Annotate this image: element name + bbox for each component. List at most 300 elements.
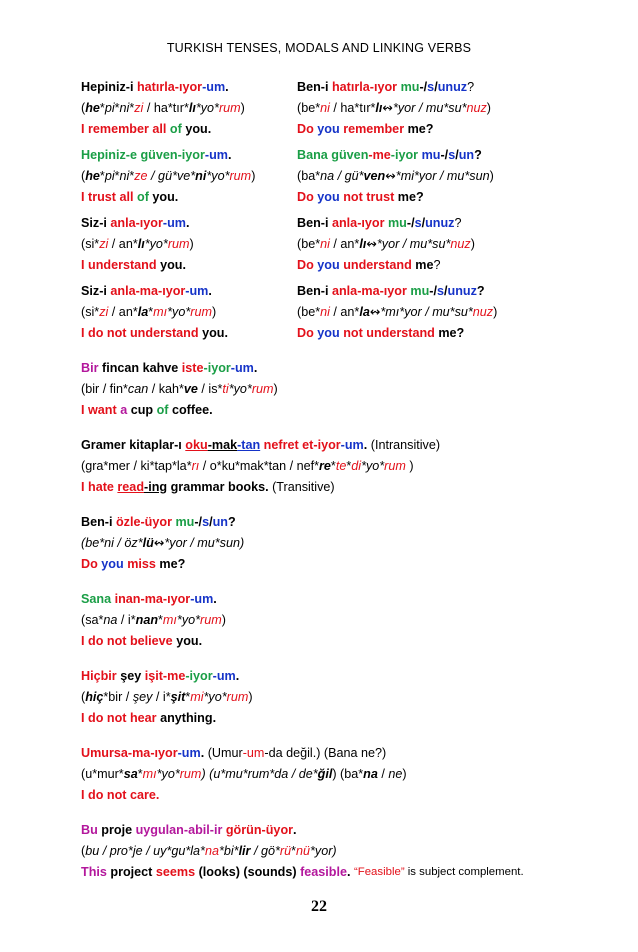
text-segment: (be* <box>297 237 321 251</box>
text-segment: *yo* <box>156 766 180 781</box>
pronunciation-line <box>81 455 601 476</box>
text-segment: ti <box>222 381 229 396</box>
text-segment: -ma <box>127 745 151 760</box>
text-segment: -ma <box>135 283 158 298</box>
text-segment: he <box>85 100 100 115</box>
text-segment: (be* <box>297 101 321 115</box>
statement-column <box>81 101 297 115</box>
text-segment: . <box>200 745 208 760</box>
text-segment: ) <box>251 168 256 183</box>
text-segment: rum <box>226 689 249 704</box>
text-segment: / gö* <box>250 843 280 858</box>
text-segment: -ıyor <box>174 79 203 94</box>
text-segment: un <box>212 514 228 529</box>
text-segment: not <box>343 325 367 340</box>
text-segment: -um <box>230 360 254 375</box>
text-segment: / <box>444 283 448 298</box>
text-segment: -iyor <box>177 147 205 162</box>
example-block <box>81 819 601 882</box>
english-translation <box>81 630 601 651</box>
text-segment: . <box>293 822 297 837</box>
english-translation <box>81 861 601 882</box>
text-segment: -um <box>204 147 228 162</box>
text-segment: rum <box>167 236 190 251</box>
question-column <box>297 122 434 136</box>
text-segment: This <box>81 864 111 879</box>
text-segment: Bu <box>81 822 102 837</box>
text-segment: -/ <box>429 283 437 298</box>
text-segment: anla <box>110 283 136 298</box>
turkish-sentence-pair <box>81 76 601 97</box>
text-segment: ) <box>240 100 245 115</box>
question-column <box>297 326 464 340</box>
text-segment: *bi* <box>218 843 239 858</box>
text-segment: -ıyor <box>150 745 178 760</box>
text-segment: I <box>81 189 88 204</box>
statement-column <box>81 305 297 319</box>
text-segment: you <box>317 257 344 272</box>
text-segment: * <box>114 168 120 183</box>
text-segment: I <box>81 402 88 417</box>
text-segment: * <box>99 168 105 183</box>
pronunciation-pair <box>81 233 601 254</box>
text-segment: understand <box>366 325 439 340</box>
text-segment: -um <box>242 745 265 760</box>
text-segment: Umursa <box>81 745 128 760</box>
text-segment: I <box>81 325 88 340</box>
text-segment: ? <box>474 147 482 162</box>
text-segment: ( <box>81 843 86 858</box>
turkish-sentence <box>81 511 601 532</box>
text-segment: -um <box>190 591 214 606</box>
turkish-sentence-pair <box>81 144 601 165</box>
text-segment: lı <box>375 101 383 115</box>
text-segment: la <box>137 304 149 319</box>
question-column <box>297 100 491 115</box>
text-segment: / i* <box>117 612 136 627</box>
text-segment: / pro*je / uy*gu*la* <box>99 843 205 858</box>
text-segment: ) (ba* <box>332 766 364 781</box>
text-segment: ( <box>81 100 86 115</box>
text-segment: ) <box>493 305 498 319</box>
text-segment: / o*ku*mak*tan / nef* <box>199 458 320 473</box>
text-segment: ) <box>405 458 414 473</box>
text-segment: *yo* <box>361 458 385 473</box>
turkish-sentence-pair <box>81 212 601 233</box>
text-segment: / i* <box>152 689 171 704</box>
text-segment: -/ <box>406 215 415 230</box>
text-segment: / ha*tır* <box>143 100 189 115</box>
turkish-sentence <box>81 588 601 609</box>
question-column <box>297 168 494 183</box>
text-segment: Ben-i <box>81 514 116 529</box>
text-segment: do <box>88 325 107 340</box>
text-segment: -ıyor <box>369 79 401 94</box>
example-block <box>81 280 601 343</box>
text-segment: pi <box>104 168 115 183</box>
question-column <box>297 304 497 319</box>
text-segment: ( <box>81 168 86 183</box>
text-segment: -/ <box>419 79 428 94</box>
text-segment: *bir / <box>103 689 133 704</box>
text-segment: re <box>319 458 331 473</box>
english-translation-pair <box>81 118 601 139</box>
text-segment: -um <box>202 79 226 94</box>
text-segment: do <box>88 710 107 725</box>
text-segment: . <box>235 668 240 683</box>
text-segment: mı <box>153 304 168 319</box>
text-segment: pi <box>104 100 115 115</box>
text-segment: mu <box>410 283 430 298</box>
english-translation <box>81 476 601 497</box>
text-segment: you. <box>176 633 203 648</box>
text-segment: -um <box>340 437 364 452</box>
text-segment: *yo* <box>195 100 219 115</box>
text-segment: s <box>427 79 435 94</box>
block-spacer <box>81 805 601 819</box>
text-segment: uygulan <box>135 822 184 837</box>
text-segment: s <box>448 147 456 162</box>
text-segment: Sana <box>81 591 115 606</box>
text-segment: / an* <box>108 304 138 319</box>
text-segment: * <box>158 612 163 627</box>
turkish-sentence <box>81 819 601 840</box>
text-segment: rum <box>229 168 252 183</box>
example-block <box>81 144 601 207</box>
text-segment: -um <box>162 215 186 230</box>
text-segment: (Transitive) <box>272 479 335 494</box>
text-segment: rü <box>279 843 292 858</box>
text-segment: (ba* <box>297 169 321 183</box>
text-segment: -ıyor <box>135 215 163 230</box>
turkish-sentence <box>81 665 601 686</box>
text-segment: zi <box>99 236 109 251</box>
text-segment: unuz <box>447 283 477 298</box>
text-segment: (u*mur* <box>81 766 124 781</box>
example-block <box>81 742 601 805</box>
text-segment: / gü* <box>334 169 364 183</box>
text-segment: te <box>335 458 347 473</box>
text-segment: lü <box>142 535 154 550</box>
text-segment: *yo* <box>167 304 191 319</box>
text-segment: ğil <box>317 766 333 781</box>
text-segment: not <box>106 325 130 340</box>
text-segment: * <box>137 766 143 781</box>
text-segment: -tan <box>237 437 261 452</box>
text-segment: nuz <box>450 237 471 251</box>
text-segment: nuz <box>466 101 487 115</box>
pronunciation-line <box>81 840 601 861</box>
text-segment: . <box>225 79 229 94</box>
text-segment: -um <box>212 668 236 683</box>
text-segment: read <box>117 479 145 494</box>
text-segment: -iyor <box>313 437 341 452</box>
text-segment: -ma <box>140 591 163 606</box>
text-segment: ) (u*mu*rum*da / de* <box>201 766 318 781</box>
text-segment: -üyor <box>261 822 294 837</box>
text-segment: di <box>351 458 362 473</box>
text-segment: hatırla <box>331 79 370 94</box>
text-segment: cup <box>130 402 157 417</box>
text-segment: -ing <box>144 479 168 494</box>
text-segment: * <box>129 168 135 183</box>
text-segment: seems <box>155 864 199 879</box>
text-segment: me? <box>407 121 434 136</box>
text-segment: . <box>346 864 354 879</box>
text-segment: ) <box>470 237 475 251</box>
text-segment: nefret et <box>260 437 314 452</box>
text-segment: / <box>377 766 389 781</box>
text-segment: / <box>455 147 459 162</box>
block-spacer <box>81 651 601 665</box>
turkish-sentence <box>81 434 601 455</box>
text-segment: -/ <box>440 147 449 162</box>
text-segment: ni <box>320 305 330 319</box>
text-segment: / an* <box>108 236 138 251</box>
text-segment: Ben-i <box>297 79 332 94</box>
text-segment: fincan kahve <box>102 360 182 375</box>
text-segment: ) <box>248 689 253 704</box>
text-segment: *yor) <box>310 843 337 858</box>
question-column <box>297 258 440 272</box>
text-segment: ) <box>211 304 217 319</box>
example-block <box>81 76 601 139</box>
question-column <box>297 190 424 204</box>
text-segment: not <box>106 633 130 648</box>
turkish-sentence <box>81 357 601 378</box>
text-segment: *yo* <box>144 236 168 251</box>
text-segment: me? <box>159 556 186 571</box>
text-segment: -iyor <box>390 147 422 162</box>
text-segment: ? <box>476 283 485 298</box>
text-segment: ) <box>486 101 491 115</box>
text-segment: mu <box>400 79 420 94</box>
text-segment: I <box>81 257 88 272</box>
text-segment: proje <box>101 822 136 837</box>
text-segment: Hepiniz-e <box>81 147 141 162</box>
text-segment: -ir <box>209 822 226 837</box>
turkish-sentence-pair <box>81 280 601 301</box>
text-segment: Siz-i <box>81 215 111 230</box>
text-segment: (gra*mer / ki*tap*la* <box>81 458 192 473</box>
text-segment: a <box>120 402 131 417</box>
text-segment: Ben-i <box>297 283 332 298</box>
english-translation <box>81 784 601 805</box>
text-segment: / is* <box>197 381 223 396</box>
text-segment: unuz <box>425 215 455 230</box>
text-segment: ven <box>363 169 386 183</box>
text-segment: s <box>202 514 210 529</box>
text-segment: me <box>415 257 434 272</box>
text-segment: na <box>204 843 219 858</box>
text-segment: -ma <box>357 283 380 298</box>
text-segment: he <box>85 168 100 183</box>
text-segment: -üyor <box>140 514 176 529</box>
text-segment: * <box>99 100 105 115</box>
question-column <box>297 236 475 251</box>
text-segment: iste <box>181 360 204 375</box>
text-segment: / an* <box>329 237 360 251</box>
text-segment: mı <box>162 612 177 627</box>
text-segment: oku <box>185 437 208 452</box>
text-segment: . <box>227 147 232 162</box>
text-segment: * <box>185 689 191 704</box>
text-segment: mu <box>387 215 407 230</box>
text-segment: ) <box>189 236 194 251</box>
text-segment: grammar books. <box>167 479 273 494</box>
page-content <box>81 76 601 882</box>
text-segment: ) <box>402 766 407 781</box>
text-segment: lı <box>188 100 196 115</box>
text-segment: Bana <box>297 147 332 162</box>
text-segment: lir <box>238 843 251 858</box>
text-segment: -iyor <box>203 360 231 375</box>
example-block <box>81 588 601 651</box>
text-segment: (looks) (sounds) <box>198 864 301 879</box>
text-segment: ) <box>489 169 494 183</box>
text-segment: *yor / mu*sun) <box>164 535 245 550</box>
text-segment: * <box>114 100 120 115</box>
statement-column <box>81 258 297 272</box>
text-segment: na <box>103 612 118 627</box>
text-segment: s <box>436 283 444 298</box>
text-segment: *mı*yor / mu*su* <box>380 305 473 319</box>
statement-column <box>81 148 297 162</box>
text-segment: -um <box>177 745 201 760</box>
text-segment: Hepiniz-i <box>81 79 137 94</box>
text-segment: Ben-i <box>297 215 332 230</box>
pronunciation-line <box>81 763 601 784</box>
text-segment: *yo* <box>203 689 227 704</box>
text-segment: I <box>81 787 88 802</box>
text-segment: remember <box>88 121 153 136</box>
text-segment: ni <box>119 168 130 183</box>
english-translation <box>81 399 601 420</box>
text-segment: Gramer kitaplar-ı <box>81 437 186 452</box>
text-segment: nuz <box>472 305 494 319</box>
statement-column <box>81 326 297 340</box>
text-segment: Do <box>297 257 318 272</box>
text-segment: ) <box>221 612 226 627</box>
text-segment: of <box>156 402 172 417</box>
text-segment: güven <box>331 147 369 162</box>
text-segment: (Intransitive) <box>370 437 441 452</box>
text-segment: I <box>81 121 88 136</box>
text-segment: anla <box>331 215 358 230</box>
text-segment: you <box>101 556 128 571</box>
text-segment: -mak <box>207 437 238 452</box>
text-segment: ne <box>388 766 403 781</box>
text-segment: (si* <box>81 236 100 251</box>
text-segment: * <box>346 458 352 473</box>
text-segment: Do <box>297 325 318 340</box>
text-segment: I <box>81 633 88 648</box>
statement-column <box>81 284 297 298</box>
statement-column <box>81 216 297 230</box>
text-segment: project <box>110 864 156 879</box>
text-segment: anything. <box>160 710 217 725</box>
page-header: TURKISH TENSES, MODALS AND LINKING VERBS <box>166 41 472 55</box>
text-segment: nan <box>135 612 159 627</box>
text-segment: of <box>169 121 186 136</box>
pronunciation-line <box>81 532 601 553</box>
text-segment: not <box>106 710 130 725</box>
text-segment: s <box>414 215 422 230</box>
text-segment: * <box>291 843 296 858</box>
text-segment: you. <box>185 121 212 136</box>
pronunciation-pair <box>81 97 601 118</box>
text-segment: -/ <box>194 514 203 529</box>
text-segment: care. <box>129 787 160 802</box>
text-segment: . <box>363 437 371 452</box>
text-segment: you <box>317 121 344 136</box>
text-segment: mı <box>142 766 157 781</box>
question-column <box>297 148 482 162</box>
text-segment: trust <box>88 189 120 204</box>
text-segment: ↭ <box>385 169 396 183</box>
text-segment: (be*ni / öz* <box>81 535 143 550</box>
pronunciation-line <box>81 686 601 707</box>
text-segment: sa <box>123 766 138 781</box>
text-segment: güven <box>140 147 178 162</box>
text-segment: unuz <box>437 79 468 94</box>
block-spacer <box>81 497 601 511</box>
text-segment: you. <box>152 189 179 204</box>
statement-column <box>81 237 297 251</box>
question-column <box>297 80 474 94</box>
text-segment: lı <box>359 237 367 251</box>
text-segment: ↭ <box>369 305 381 319</box>
text-segment: hate <box>88 479 118 494</box>
text-segment: ↭ <box>153 536 165 550</box>
question-column <box>297 284 485 298</box>
text-segment: rum <box>179 766 202 781</box>
text-segment: lı <box>137 236 145 251</box>
text-segment: un <box>458 147 475 162</box>
text-segment: ) <box>273 381 278 396</box>
english-translation <box>81 707 601 728</box>
text-segment: “Feasible” <box>353 865 405 878</box>
english-translation-pair <box>81 254 601 275</box>
text-segment: ve <box>183 381 198 396</box>
text-segment: (be* <box>297 305 321 319</box>
text-segment: is subject complement. <box>404 865 524 878</box>
text-segment: . <box>185 215 190 230</box>
text-segment: hear <box>129 710 161 725</box>
block-spacer <box>81 728 601 742</box>
text-segment: not <box>343 189 367 204</box>
english-translation-pair <box>81 322 601 343</box>
english-translation <box>81 553 601 574</box>
text-segment: mu <box>421 147 441 162</box>
text-segment: -iyor <box>185 668 213 683</box>
text-segment: / ha*tır* <box>329 101 376 115</box>
statement-column <box>81 80 297 94</box>
text-segment: la <box>359 305 370 319</box>
text-segment: understand <box>129 325 203 340</box>
text-segment: me? <box>397 189 424 204</box>
text-segment: not <box>106 787 130 802</box>
text-segment: Do <box>297 121 318 136</box>
text-segment: understand <box>343 257 416 272</box>
block-spacer <box>81 574 601 588</box>
text-segment: anla <box>331 283 358 298</box>
text-segment: trust <box>366 189 398 204</box>
text-segment: ↭ <box>382 101 393 115</box>
block-spacer <box>81 420 601 434</box>
text-segment: . <box>253 360 258 375</box>
text-segment: understand <box>88 257 161 272</box>
